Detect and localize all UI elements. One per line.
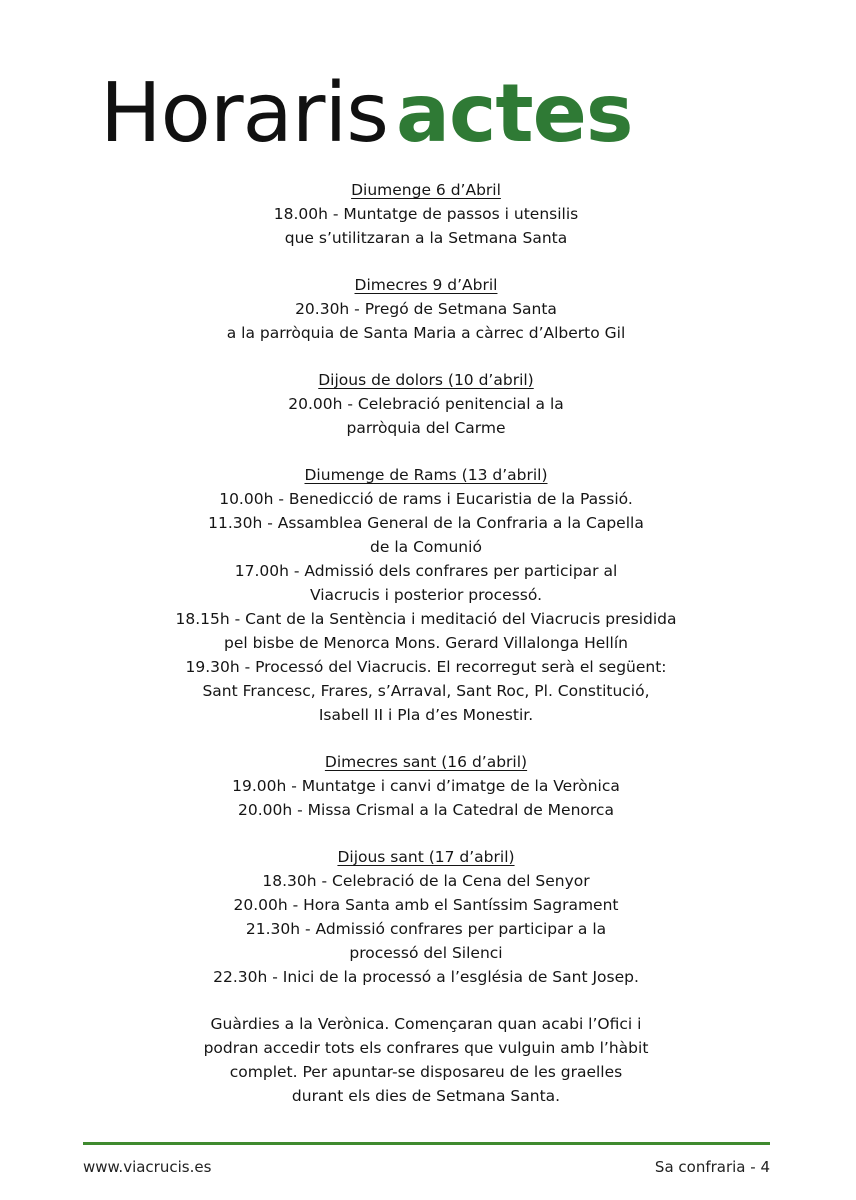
- schedule-line: a la parròquia de Santa Maria a càrrec d’Alberto Gil: [226, 324, 626, 342]
- section-heading: Dijous de dolors (10 d’abril): [318, 371, 534, 389]
- schedule-line: Isabell II i Pla d’es Monestir.: [318, 706, 534, 724]
- title-part-horaris: Horaris: [100, 66, 389, 161]
- schedule-line: 18.00h - Muntatge de passos i utensilis: [273, 205, 579, 223]
- schedule-line: Viacrucis i posterior processó.: [309, 586, 543, 604]
- footer-page-label: Sa confraria - 4: [654, 1158, 770, 1176]
- schedule-section: [140, 845, 712, 989]
- schedule-line: 17.00h - Admissió dels confrares per participar al: [234, 562, 618, 580]
- title-part-actes: actes: [396, 67, 633, 160]
- schedule-section: [140, 368, 712, 440]
- schedule-line: parròquia del Carme: [346, 419, 506, 437]
- schedule-section: [140, 178, 712, 250]
- schedule-line: pel bisbe de Menorca Mons. Gerard Villalonga Hellín: [223, 634, 628, 652]
- schedule-content: [140, 178, 712, 1131]
- note-line: podran accedir tots els confrares que vulguin amb l’hàbit: [203, 1039, 649, 1057]
- schedule-line: 19.00h - Muntatge i canvi d’imatge de la Verònica: [232, 777, 620, 795]
- note-line: complet. Per apuntar-se disposareu de les graelles: [229, 1063, 623, 1081]
- page-title: [100, 62, 633, 162]
- schedule-line: 19.30h - Processó del Viacrucis. El recorregut serà el següent:: [185, 658, 667, 676]
- section-heading: Diumenge 6 d’Abril: [351, 181, 501, 199]
- section-heading: Diumenge de Rams (13 d’abril): [304, 466, 548, 484]
- schedule-line: 11.30h - Assamblea General de la Confraria a la Capella: [208, 514, 644, 532]
- schedule-section: [140, 750, 712, 822]
- footer-website: www.viacrucis.es: [83, 1158, 212, 1176]
- schedule-line: 20.30h - Pregó de Setmana Santa: [295, 300, 557, 318]
- schedule-line: 20.00h - Celebració penitencial a la: [288, 395, 564, 413]
- footer-divider: [83, 1142, 770, 1145]
- schedule-line: Sant Francesc, Frares, s’Arraval, Sant Roc, Pl. Constitució,: [202, 682, 650, 700]
- schedule-line: 10.00h - Benedicció de rams i Eucaristia de la Passió.: [219, 490, 633, 508]
- schedule-line: 18.15h - Cant de la Sentència i meditació del Viacrucis presidida: [175, 610, 677, 628]
- schedule-line: 22.30h - Inici de la processó a l’església de Sant Josep.: [213, 968, 639, 986]
- schedule-line: 20.00h - Missa Crismal a la Catedral de Menorca: [238, 801, 614, 819]
- guard-note: [140, 1012, 712, 1108]
- section-heading: Dijous sant (17 d’abril): [337, 848, 515, 866]
- schedule-line: 18.30h - Celebració de la Cena del Senyor: [262, 872, 590, 890]
- schedule-line: de la Comunió: [370, 538, 482, 556]
- schedule-line: 21.30h - Admissió confrares per participar a la: [245, 920, 607, 938]
- section-heading: Dimecres sant (16 d’abril): [324, 753, 528, 771]
- note-line: Guàrdies a la Verònica. Començaran quan acabi l’Ofici i: [210, 1015, 642, 1033]
- schedule-section: [140, 463, 712, 727]
- section-heading: Dimecres 9 d’Abril: [354, 276, 498, 294]
- note-line: durant els dies de Setmana Santa.: [291, 1087, 561, 1105]
- schedule-line: 20.00h - Hora Santa amb el Santíssim Sagrament: [233, 896, 619, 914]
- schedule-line: que s’utilitzaran a la Setmana Santa: [284, 229, 568, 247]
- schedule-line: processó del Silenci: [349, 944, 503, 962]
- schedule-section: [140, 273, 712, 345]
